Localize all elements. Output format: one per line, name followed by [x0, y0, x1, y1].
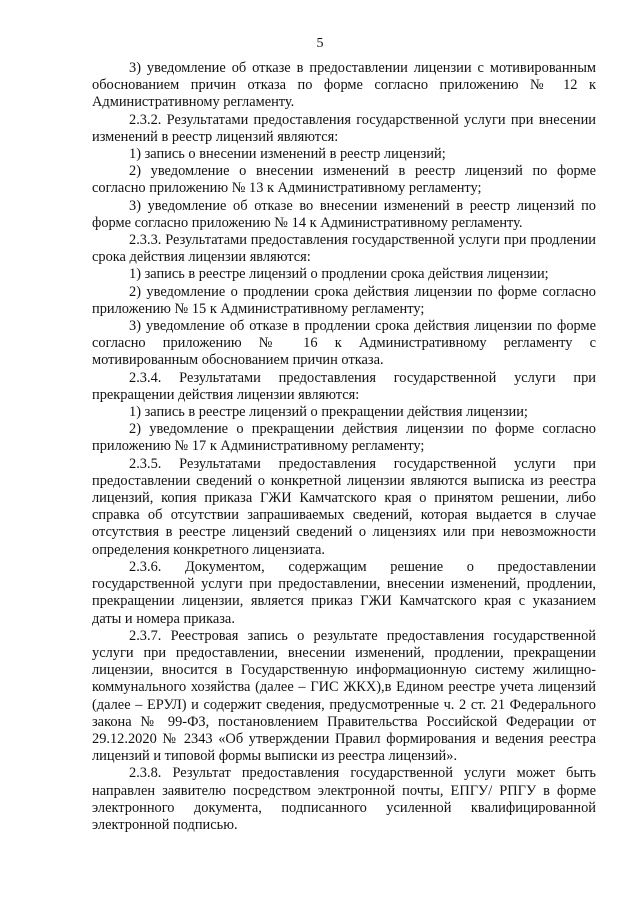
paragraph: 2) уведомление о внесении изменений в реестр лицензий по форме согласно приложению № 13 к Административному регламенту;: [92, 163, 596, 197]
paragraph: 3) уведомление об отказе во внесении изменений в реестр лицензий по форме согласно приложению № 14 к Административному регламенту.: [92, 197, 596, 231]
paragraph: 3) уведомление об отказе в предоставлении лицензии с мотивированным обоснованием причин отказа по форме согласно приложению № 12 к Административному регламенту.: [92, 60, 596, 111]
paragraph: 2.3.7. Реестровая запись о результате предоставления государственной услуги при предоставлении, внесении изменений, продлении, прекращении лицензии, вносится в Государственную информационную систему жилищно-коммунального хозяйства (далее – ГИС ЖКХ),в Едином реестре учета лицензий (далее – ЕРУЛ) и содержит сведения, предусмотренные ч. 2 ст. 21 Федерального закона № 99-ФЗ, постановлением Правительства Российской Федерации от 29.12.2020 № 2343 «Об утверждении Правил формирования и ведения реестра лицензий и типовой формы выписки из реестра лицензий».: [92, 627, 596, 765]
paragraph: 1) запись в реестре лицензий о продлении срока действия лицензии;: [129, 266, 549, 283]
paragraph: 1) запись о внесении изменений в реестр лицензий;: [129, 146, 446, 163]
paragraph: 2.3.5. Результатами предоставления государственной услуги при предоставлении сведений о конкретной лицензии являются выписка из реестра лицензий, копия приказа ГЖИ Камчатского края о принятом решении, либо справка об отсутствии запрашиваемых сведений, которая выдается в случае отсутствия в реестре лицензий сведений о лицензиях или при невозможности определения конкретного лицензиата.: [92, 455, 596, 558]
paragraph: 2.3.8. Результат предоставления государственной услуги может быть направлен заявителю посредством электронной почты, ЕПГУ/ РПГУ в форме электронного документа, подписанного усиленной квалифицированной электронной подписью.: [92, 765, 596, 833]
paragraph: 2.3.2. Результатами предоставления государственной услуги при внесении изменений в реестр лицензий являются:: [92, 111, 596, 145]
paragraph: 3) уведомление об отказе в продлении срока действия лицензии по форме согласно приложению № 16 к Административному регламенту с мотивированным обоснованием причин отказа.: [92, 318, 596, 369]
document-body: [92, 60, 596, 834]
paragraph: 2) уведомление о прекращении действия лицензии по форме согласно приложению № 17 к Административному регламенту;: [92, 421, 596, 455]
paragraph: 2) уведомление о продлении срока действия лицензии по форме согласно приложению № 15 к Административному регламенту;: [92, 283, 596, 317]
page-number: 5: [316, 36, 324, 51]
paragraph: 2.3.6. Документом, содержащим решение о предоставлении государственной услуги при предоставлении, внесении изменений, продлении, прекращении лицензии, является приказ ГЖИ Камчатского края с указанием даты и номера приказа.: [92, 558, 596, 627]
paragraph: 2.3.3. Результатами предоставления государственной услуги при продлении срока действия лицензии являются:: [92, 232, 596, 266]
paragraph: 1) запись в реестре лицензий о прекращении действия лицензии;: [129, 404, 528, 421]
paragraph: 2.3.4. Результатами предоставления государственной услуги при прекращении действия лицензии являются:: [92, 369, 596, 403]
